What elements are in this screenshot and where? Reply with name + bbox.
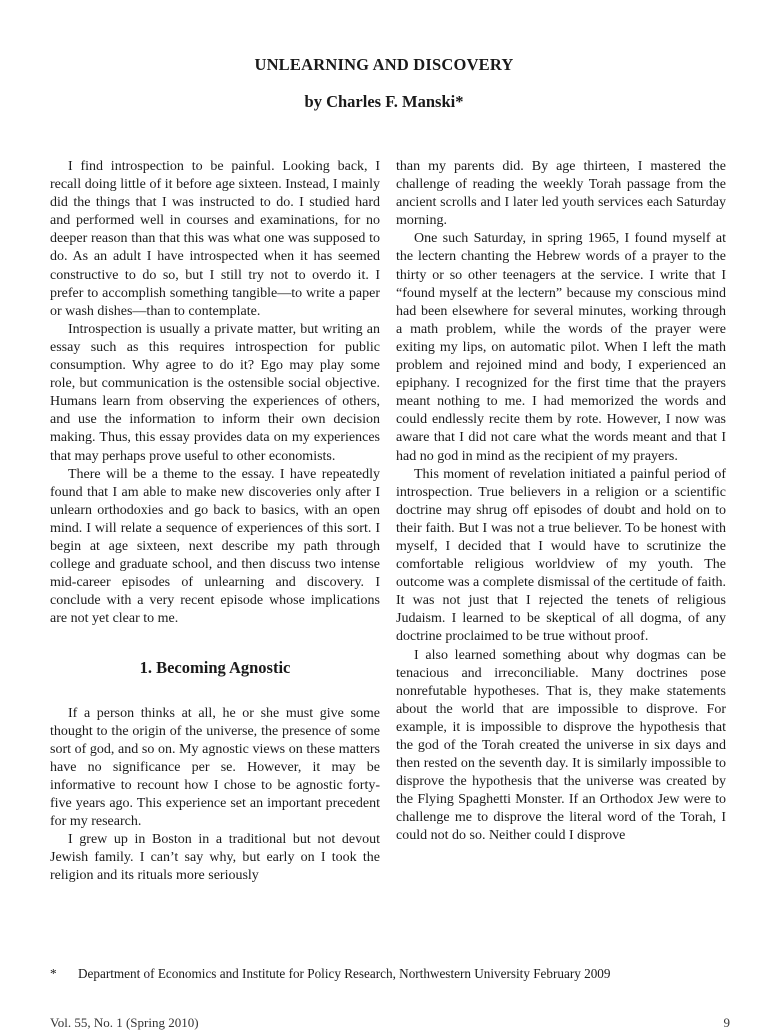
paragraph: One such Saturday, in spring 1965, I found myself at the lectern chanting the Hebrew words of a prayer to the thirty or so other teenagers at the service. I write that I “found myself at the lectern” because my conscious mind had been elsewhere for several minutes, working through a math problem, while the words of the prayer were exiting my lips, on automatic pilot. When I left the math problem and rejoined mind and body, I experienced an epiphany. I recognized for the first time that the prayers meant nothing to me. I had memorized the words and could endlessly recite them by rote. However, I now was aware that I did not care what the words meant and that I had no god in mind as the recipient of my prayers. (396, 231, 726, 464)
article-title: UNLEARNING AND DISCOVERY (254, 55, 514, 74)
paragraph: I grew up in Boston in a traditional but not devout Jewish family. I can’t say why, but early on I took the religion and its rituals more seriously (50, 832, 380, 884)
page-number: 9 (723, 1015, 730, 1030)
paragraph: I find introspection to be painful. Looking back, I recall doing little of it before age sixteen. Instead, I mainly did the things that I was instructed to do. I studied hard and performed well in courses and examinations, for no deeper reason than that this was what one was supposed to do. As an adult I have introspected when it has seemed constructive to do so, but I still try not to overdo it. I prefer to accomplish something tangible—to write a paper or wash dishes—than to contemplate. (50, 159, 380, 319)
footnote (50, 965, 740, 982)
paragraph-continued: than my parents did. By age thirteen, I mastered the challenge of reading the weekly Torah passage from the ancient scrolls and I later led youth services each Saturday morning. (396, 159, 726, 229)
journal-issue: Vol. 55, No. 1 (Spring 2010) (50, 1015, 199, 1030)
right-column (396, 158, 726, 846)
paragraph: I also learned something about why dogmas can be tenacious and irreconciliable. Many doctrines pose nonrefutable hypotheses. That is, they make statements about the world that are impossible to disprove. For example, it is impossible to disprove the hypothesis that the god of the Torah created the universe in six days and then rested on the seventh day. It is similarly impossible to disprove the hypothesis that the universe was created by the Flying Spaghetti Monster. If an Orthodox Jew were to challenge me to disprove the literal word of the Torah, I could not do so. Neither could I disprove (396, 647, 726, 844)
paragraph: This moment of revelation initiated a painful period of introspection. True believers in a religion or a scientific doctrine may shrug off episodes of doubt and hold on to their faith. But I was not a true believer. To be honest with myself, I decided that I would have to scrutinize the comfortable religious worldview of my youth. The outcome was a complete dismissal of the certitude of faith. It was not just that I rejected the tenets of religious Judaism. I learned to be skeptical of all dogma, of any doctrine proclaimed to be true without proof. (396, 466, 726, 645)
paragraph: If a person thinks at all, he or she must give some thought to the origin of the universe, the presence of some sort of god, and so on. My agnostic views on these matters have no significance per se. However, it may be informative to recount how I chose to be agnostic forty-five years ago. This experience set an important precedent for my research. (50, 705, 380, 830)
section-heading: 1. Becoming Agnostic (139, 658, 291, 678)
footnote-mark: * (50, 966, 57, 981)
article-author: by Charles F. Manski* (304, 92, 464, 111)
running-footer (50, 1015, 730, 1031)
left-column (50, 158, 380, 885)
paragraph: Introspection is usually a private matter, but writing an essay such as this requires introspection for public consumption. Why agree to do it? Ego may play some role, but communication is the ostensible social objective. Humans learn from observing the experiences of others, and use the information to inform their own decision making. Thus, this essay provides data on my experiences that may perhaps prove useful to other economists. (50, 321, 380, 464)
footnote-text: Department of Economics and Institute for Policy Research, Northwestern University February 2009 (78, 966, 611, 981)
paragraph: There will be a theme to the essay. I have repeatedly found that I am able to make new discoveries only after I unlearn orthodoxies and go back to basics, with an open mind. I will relate a sequence of experiences of this sort. I begin at age sixteen, next describe my path through college and graduate school, and then discuss two intense mid-career episodes of unlearning and discovery. I conclude with a very recent episode whose implications are not yet clear to me. (50, 466, 380, 627)
